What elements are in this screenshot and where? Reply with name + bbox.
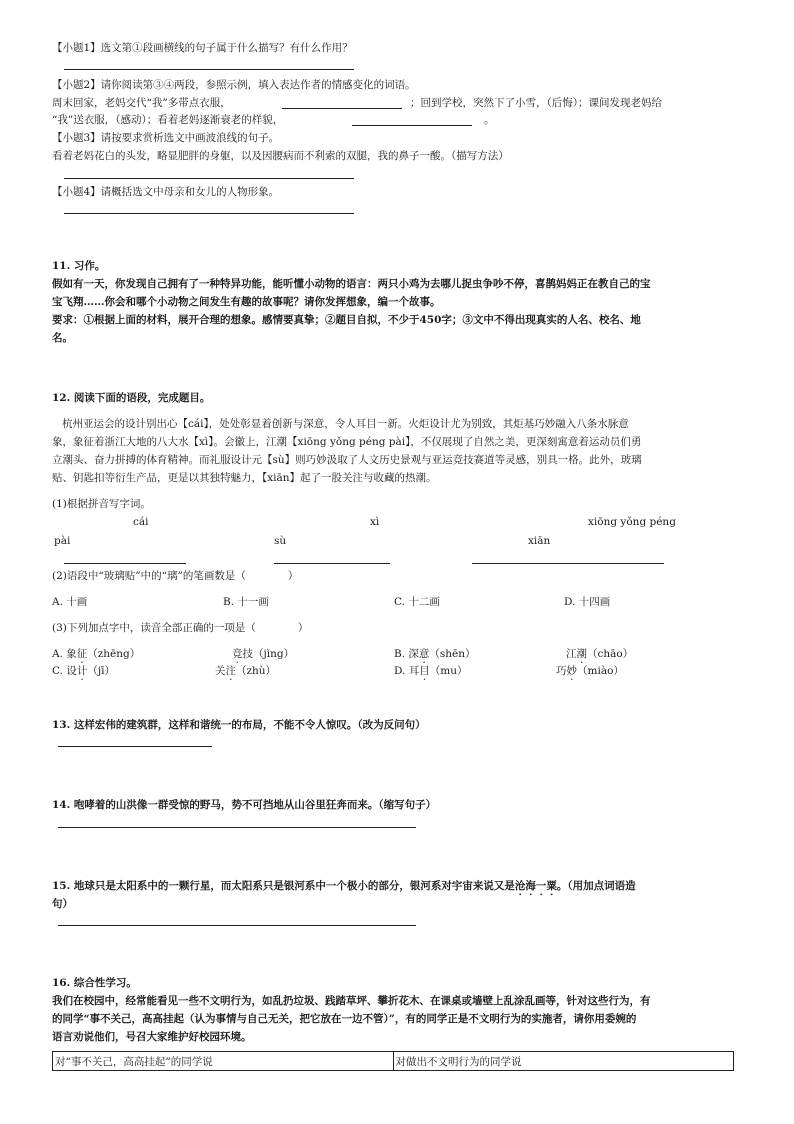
pinyin-answer-line-3[interactable] (472, 563, 664, 564)
q12-passage-4: 贴、钥匙扣等衍生产品，更是以其独特魅力，【xiān】起了一股关注与收藏的热潮。 (52, 472, 437, 484)
table-header-cell-1: 对“事不关己，高高挂起”的同学说 (53, 1052, 394, 1071)
q12-sub3-option-b-2 (566, 648, 633, 666)
q16-title: 16. 综合性学习。 (52, 977, 137, 989)
q16-line2: 的同学“事不关己，高高挂起（认为事情与自己无关，把它放在一边不管）”，有的同学正是不文明行为的实施者，请你用委婉的 (52, 1013, 637, 1025)
q16-line1: 我们在校园中，经常能看见一些不文明行为，如乱扔垃圾、践踏草坪、攀折花木、在课桌或墙壁上乱涂乱画等，针对这些行为，有 (52, 995, 651, 1007)
option-b2-prefix: 江 (566, 648, 577, 660)
option-d2-prefix: 巧 (556, 665, 567, 677)
option-c2-prefix: 关 (215, 665, 226, 677)
pinyin-xi: xì (370, 516, 380, 528)
option-b2-dotted-char: 潮 (576, 648, 587, 660)
q14-answer-line[interactable] (58, 827, 416, 828)
q12-sub3-option-a[interactable] (52, 648, 140, 666)
option-b2-pinyin: （chāo） (587, 648, 634, 660)
option-a2-rest: 技（jìng） (242, 648, 295, 660)
table-row (53, 1052, 734, 1071)
subquestion-3: 【小题3】请按要求赏析选文中画波浪线的句子。 (52, 132, 280, 144)
q12-sub3: (3)下列加点字中，读音全部正确的一项是（ ） (52, 622, 309, 634)
q11-line1: 假如有一天，你发现自己拥有了一种特异功能，能听懂小动物的语言：两只小鸡为去哪儿捉虫争吵不停，喜鹊妈妈正在教自己的宝 (52, 278, 651, 290)
option-c-dotted-char: 计 (76, 665, 88, 677)
pinyin-su: sù (274, 535, 287, 547)
q15-answer-line[interactable] (58, 925, 416, 926)
pinyin-xiong-yong-peng: xiōng yǒng péng (588, 516, 676, 528)
option-c-pinyin: （jī） (87, 665, 115, 677)
q14-text: 14. 咆哮着的山洪像一群受惊的野马，势不可挡地从山谷里狂奔而来。（缩写句子） (52, 799, 437, 811)
option-d-dotted-char: 目 (419, 665, 430, 677)
pinyin-xian: xiān (528, 535, 551, 547)
q12-sub3-option-a-2 (232, 648, 294, 666)
subquestion-2-line2a: “我”送衣服，（感动）；看着老妈逐渐衰老的样貌， (52, 114, 284, 126)
subquestion-2-line2b: 。 (484, 114, 495, 126)
pinyin-answer-line-1[interactable] (64, 563, 186, 564)
answer-line-1[interactable] (64, 69, 354, 70)
option-c2-pinyin: （zhù） (236, 665, 277, 677)
q12-sub3-option-d[interactable] (394, 665, 467, 683)
subquestion-2: 【小题2】请你阅读第③④两段，参照示例，填入表达作者的情感变化的词语。 (52, 79, 416, 91)
option-b-prefix: B. 深 (394, 648, 419, 660)
q15-text-pre: 15. 地球只是太阳系中的一颗行星，而太阳系只是银河系中一个极小的部分，银河系对宇宙来说又是 (52, 880, 515, 892)
q13-text: 13. 这样宏伟的建筑群，这样和谐统一的布局，不能不令人惊叹。（改为反问句） (52, 719, 426, 731)
fill-blank-1[interactable] (282, 108, 402, 109)
option-b-dotted-char: 意 (418, 648, 430, 660)
option-a-dotted-char: 征 (76, 648, 88, 660)
q12-sub2-option-b[interactable]: B. 十一画 (223, 596, 269, 608)
q12-passage-2: 象，象征着浙江大地的八大水【xì】。会徽上，江潮【xiōng yǒng péng pài】，不仅展现了自然之美，更深刻寓意着运动员们勇 (52, 436, 642, 448)
option-a-prefix: A. 象 (52, 648, 77, 660)
q12-passage-3: 立潮头、奋力拼搏的体育精神。而礼服设计元【sù】则巧妙汲取了人文历史景观与亚运竞技赛道等灵感，别具一格。此外，玻璃 (52, 454, 642, 466)
option-d2-pinyin: （miào） (577, 665, 624, 677)
answer-line-4[interactable] (64, 213, 354, 214)
subquestion-3-sentence: 看着老妈花白的头发，略显肥胖的身躯，以及因腰病而不利索的双腿，我的鼻子一酸。（描写方法） (52, 150, 509, 162)
q15-text-post: 。（用加点词语造 (556, 880, 636, 892)
option-c2-dotted-char: 注 (225, 665, 236, 677)
q15-dotted-phrase: 沧海一粟 (514, 880, 557, 892)
q12-sub1: (1)根据拼音写字词。 (52, 498, 151, 510)
q12-sub3-option-b[interactable] (394, 648, 476, 666)
answer-line-3[interactable] (64, 178, 354, 179)
subquestion-4: 【小题4】请概括选文中母亲和女儿的人物形象。 (52, 186, 280, 198)
option-d-prefix: D. 耳 (394, 665, 420, 677)
q12-sub2-option-c[interactable]: C. 十二画 (394, 596, 440, 608)
option-d2-dotted-char: 妙 (566, 665, 577, 677)
q12-sub2-option-d[interactable]: D. 十四画 (564, 596, 611, 608)
q12-title: 12. 阅读下面的语段，完成题目。 (52, 392, 211, 404)
option-d-pinyin: （mu） (429, 665, 468, 677)
q12-sub3-option-d-2 (556, 665, 624, 683)
q11-line2: 宝飞翔……你会和哪个小动物之间发生有趣的故事呢？请你发挥想象，编一个故事。 (52, 296, 441, 308)
subquestion-2-line1a: 周末回家，老妈交代“我”多带点衣服， (52, 97, 231, 109)
q12-sub2: (2)语段中“玻璃贴”中的“璃”的笔画数是（ ） (52, 570, 299, 582)
option-a-pinyin: （zhēng） (87, 648, 141, 660)
q11-title: 11. 习作。 (52, 260, 106, 272)
q16-line3: 语言劝说他们，号召大家维护好校园环境。 (52, 1031, 252, 1043)
pinyin-pai: pài (54, 535, 71, 547)
option-b-pinyin: （shēn） (429, 648, 476, 660)
pinyin-cai: cái (133, 516, 149, 528)
q12-sub3-option-c[interactable] (52, 665, 115, 683)
q15-line2: 句） (52, 898, 73, 910)
q11-line4: 名。 (52, 332, 73, 344)
subquestion-2-line1b: ；回到学校，突然下了小雪，（后悔）；课间发现老妈给 (410, 97, 662, 109)
q15-line1 (52, 880, 636, 898)
option-c-prefix: C. 设 (52, 665, 77, 677)
pinyin-answer-line-2[interactable] (274, 563, 390, 564)
fill-blank-2[interactable] (352, 125, 472, 126)
table-header-cell-2: 对做出不文明行为的同学说 (393, 1052, 734, 1071)
subquestion-1: 【小题1】选文第①段画横线的句子属于什么描写？有什么作用？ (52, 42, 353, 54)
q11-line3: 要求：①根据上面的材料，展开合理的想象。感情要真挚；②题目自拟，不少于450字；③文中不得出现真实的人名、校名、地 (52, 314, 641, 326)
q12-sub3-option-c-2 (215, 665, 276, 683)
q13-answer-line[interactable] (58, 746, 212, 747)
option-a2-dotted-char: 竞 (232, 648, 243, 660)
q16-answer-table (52, 1051, 734, 1071)
q12-sub2-option-a[interactable]: A. 十画 (52, 596, 88, 608)
q12-passage-1: 杭州亚运会的设计别出心【cái】，处处彰显着创新与深意，令人耳目一新。火炬设计尤为别致，其炬基巧妙融入八条水脉意 (62, 418, 629, 430)
